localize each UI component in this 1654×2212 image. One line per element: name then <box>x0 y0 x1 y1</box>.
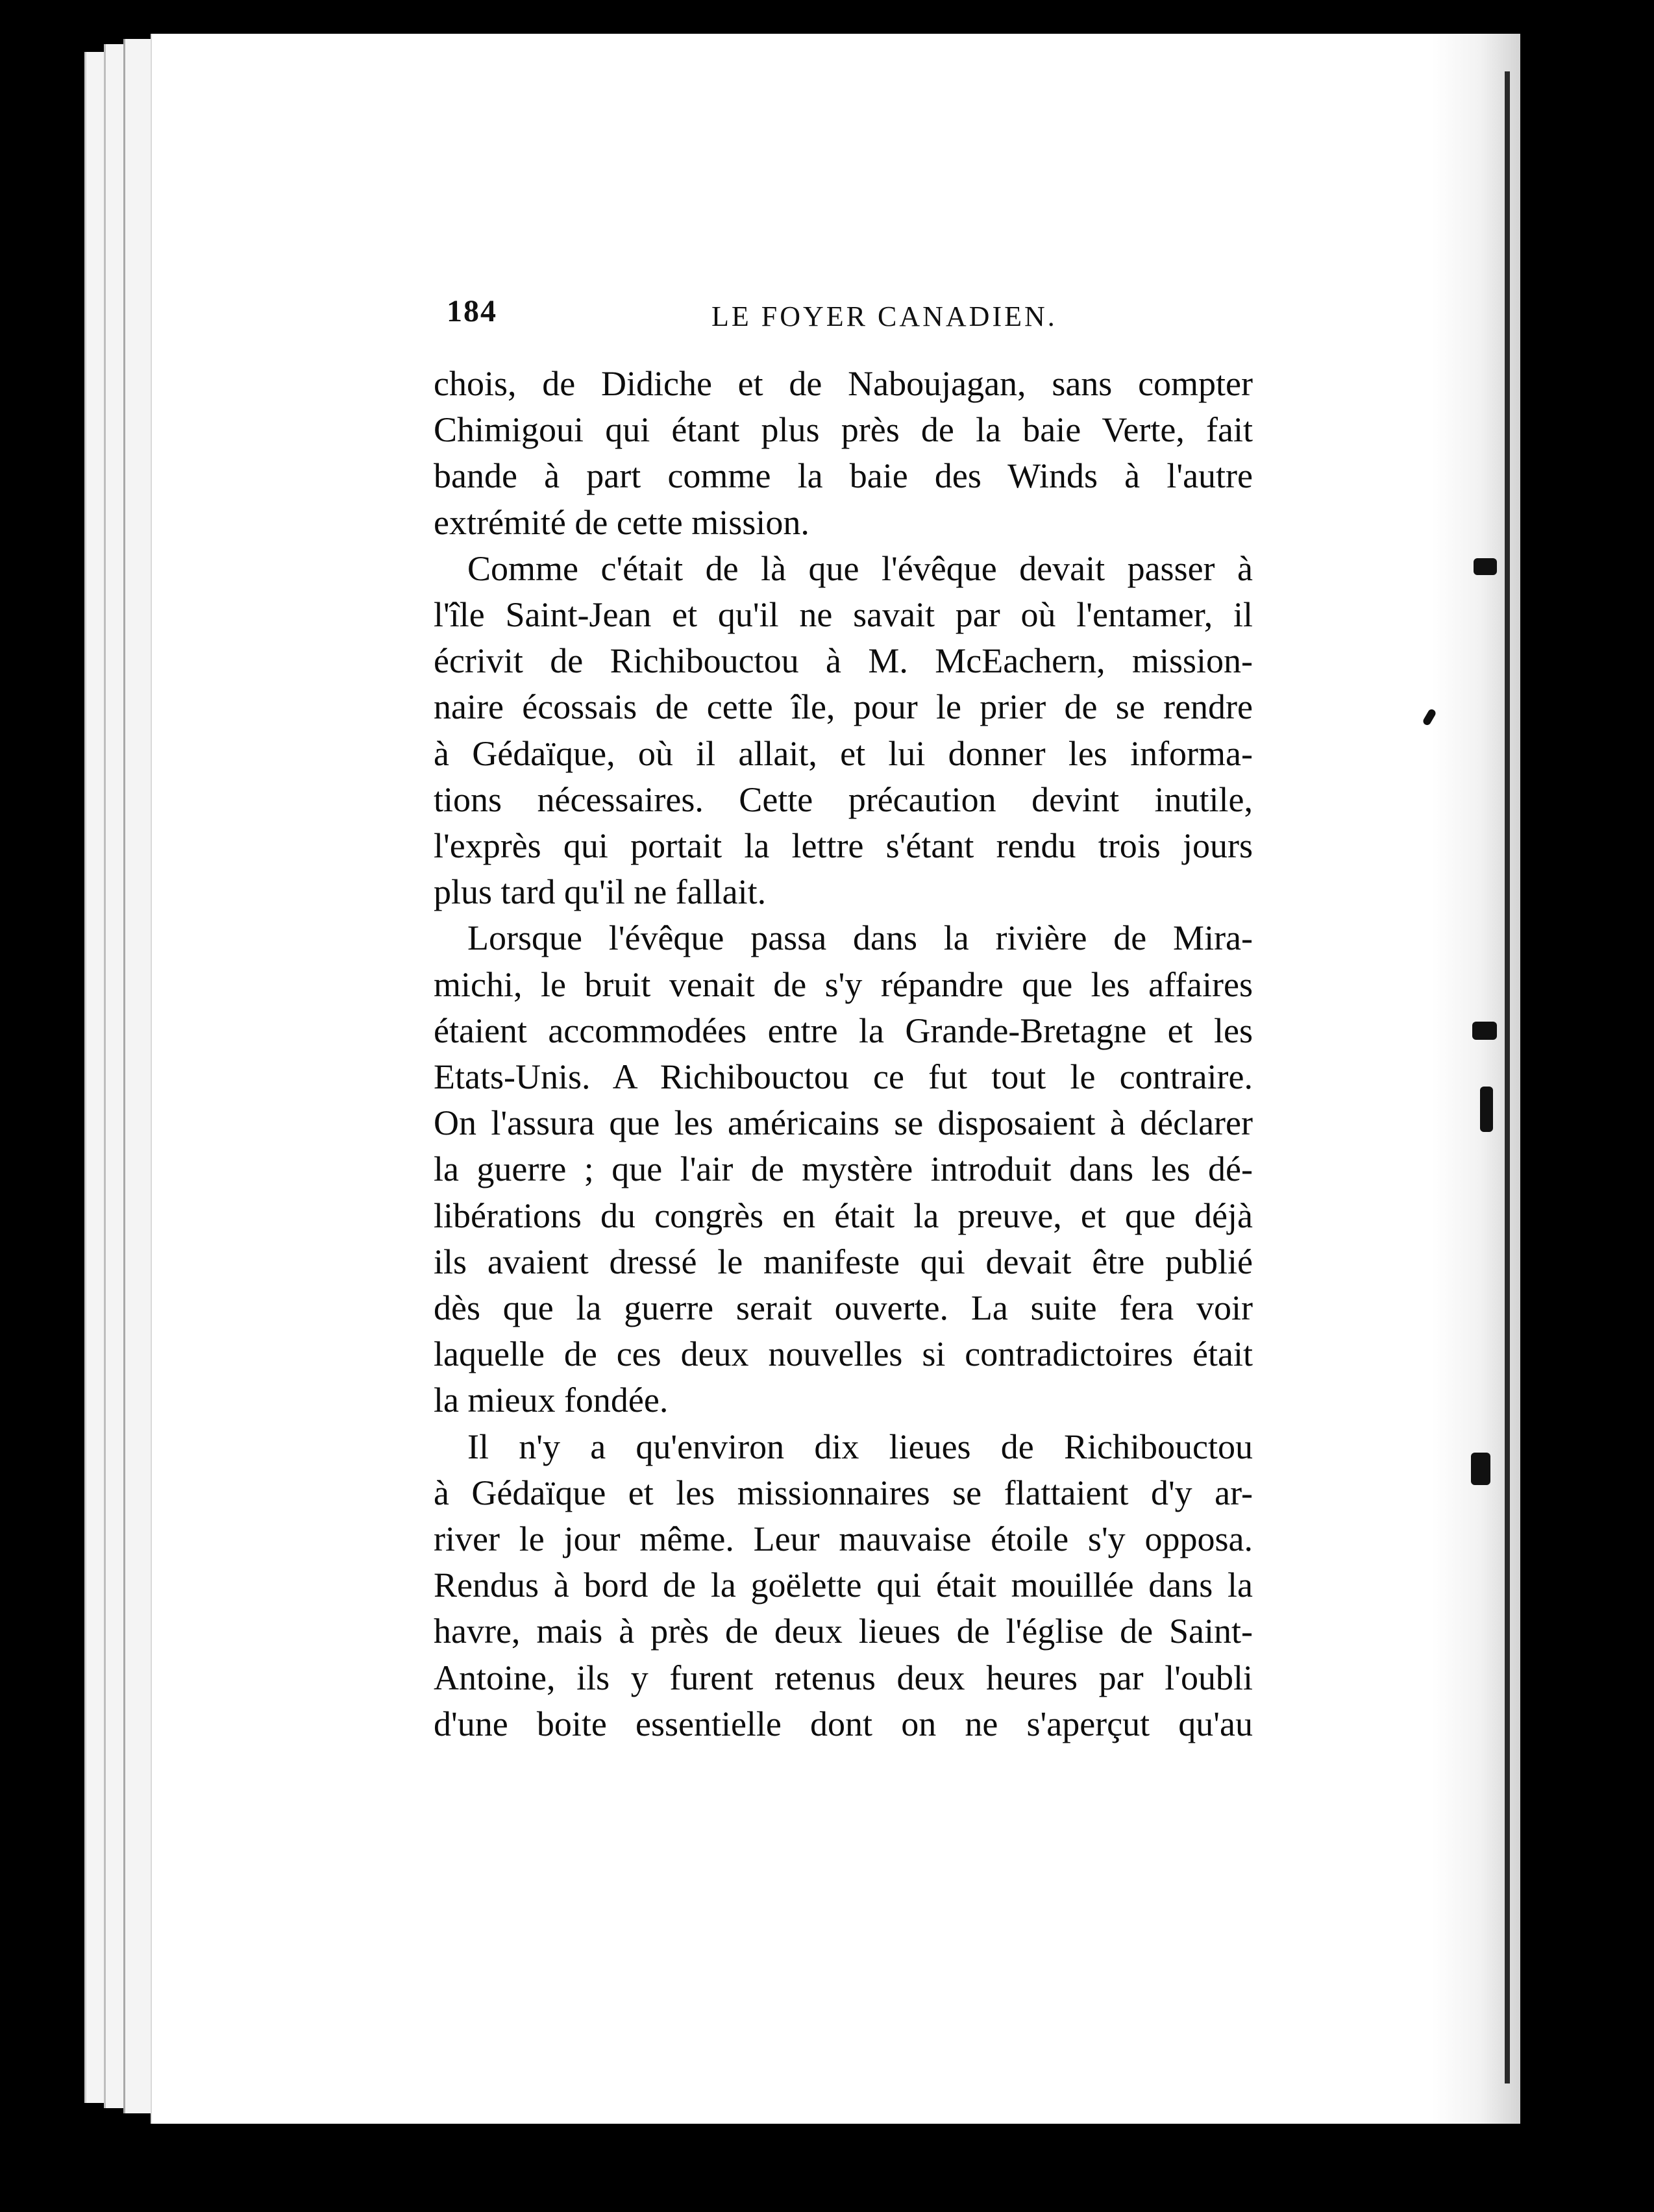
text-line: Comme c'était de là que l'évêque devait passer à <box>467 548 1253 588</box>
page-number: 184 <box>447 294 497 328</box>
text-line: naire écossais de cette île, pour le prier de se rendre <box>434 687 1253 727</box>
text-line: Lorsque l'évêque passa dans la rivière de Mira- <box>467 918 1253 958</box>
text-line: Il n'y a qu'environ dix lieues de Richibouctou <box>467 1427 1253 1466</box>
text-line: havre, mais à près de deux lieues de l'église de Saint- <box>434 1612 1253 1651</box>
paragraph <box>434 546 1253 916</box>
text-line: d'une boite essentielle dont on ne s'aperçut qu'au <box>434 1704 1253 1743</box>
text-line: la mieux fondée. <box>434 1381 669 1420</box>
paragraph <box>434 1424 1253 1747</box>
paragraph <box>434 915 1253 1423</box>
text-line: chois, de Didiche et de Naboujagan, sans compter <box>434 364 1253 403</box>
text-line: l'île Saint-Jean et qu'il ne savait par où l'entamer, il <box>434 595 1253 635</box>
text-line: écrivit de Richibouctou à M. McEachern, mission- <box>434 641 1253 681</box>
binding-mark <box>1474 558 1497 575</box>
text-line: plus tard qu'il ne fallait. <box>434 872 767 912</box>
text-line: tions nécessaires. Cette précaution devint inutile, <box>434 780 1253 819</box>
paragraph <box>434 361 1253 546</box>
text-line: la guerre ; que l'air de mystère introduit dans les dé- <box>434 1149 1253 1189</box>
binding-mark <box>1480 1087 1493 1132</box>
binding-mark <box>1471 1453 1490 1485</box>
text-line: à Gédaïque et les missionnaires se flattaient d'y ar- <box>434 1473 1253 1512</box>
text-line: dès que la guerre serait ouverte. La suite fera voir <box>434 1288 1253 1328</box>
text-line: bande à part comme la baie des Winds à l'autre <box>434 456 1253 496</box>
scan-background <box>1520 34 1654 2212</box>
text-line: Rendus à bord de la goëlette qui était mouillée dans la <box>434 1566 1253 1605</box>
text-line: libérations du congrès en était la preuve, et que déjà <box>434 1196 1253 1235</box>
text-line: étaient accommodées entre la Grande-Bretagne et les <box>434 1011 1253 1050</box>
text-line: michi, le bruit venait de s'y répandre que les affaires <box>434 965 1253 1004</box>
binding-mark <box>1472 1022 1497 1040</box>
text-line: l'exprès qui portait la lettre s'étant rendu trois jours <box>434 826 1253 866</box>
text-line: Antoine, ils y furent retenus deux heures par l'oubli <box>434 1658 1253 1697</box>
text-line: ils avaient dressé le manifeste qui devait être publié <box>434 1242 1253 1281</box>
text-line: Chimigoui qui étant plus près de la baie Verte, fait <box>434 410 1253 450</box>
running-header <box>0 293 1654 345</box>
book-binding <box>1505 71 1510 2083</box>
text-line: à Gédaïque, où il allait, et lui donner les informa- <box>434 733 1253 773</box>
text-line: laquelle de ces deux nouvelles si contradictoires était <box>434 1334 1253 1374</box>
text-line: river le jour même. Leur mauvaise étoile s'y opposa. <box>434 1519 1253 1559</box>
text-line: On l'assura que les américains se disposaient à déclarer <box>434 1103 1253 1143</box>
body-text <box>434 361 1253 1747</box>
text-line: Etats-Unis. A Richibouctou ce fut tout le contraire. <box>434 1057 1253 1097</box>
text-line: extrémité de cette mission. <box>434 502 809 542</box>
running-title: LE FOYER CANADIEN. <box>711 301 1057 332</box>
